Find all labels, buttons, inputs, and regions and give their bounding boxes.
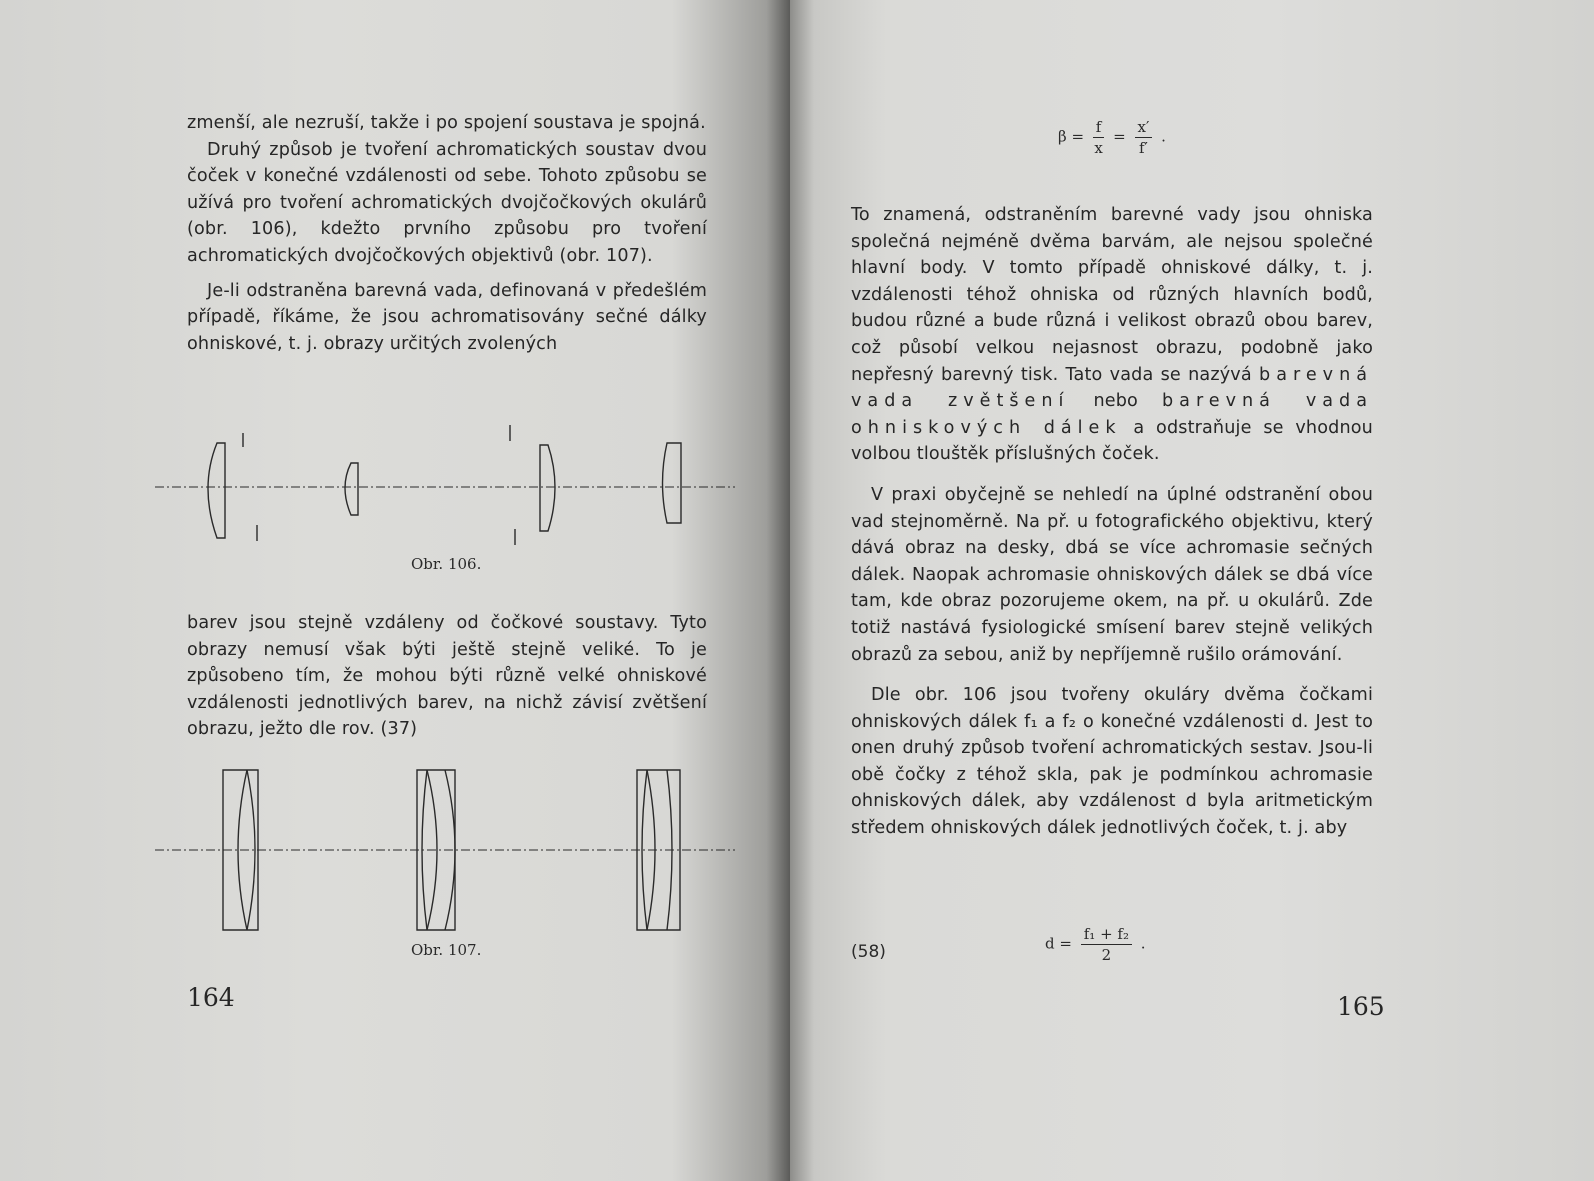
- fraction-denominator: x: [1094, 139, 1103, 157]
- fraction: [1093, 118, 1105, 157]
- fraction-numerator: f₁ + f₂: [1081, 925, 1132, 945]
- fraction-numerator: f: [1093, 118, 1105, 138]
- page-number: 165: [1337, 992, 1385, 1021]
- fraction-denominator: f′: [1138, 139, 1148, 157]
- equation-number: (58): [851, 942, 886, 962]
- paragraph: Je-li odstraněna barevná vada, definovaná v předešlém případě, říkáme, že jsou achromatisovány sečné dálky ohniskové, t. j. obrazy určitých zvolených: [187, 280, 707, 354]
- text-run: nebo: [1093, 391, 1138, 412]
- right-page: [790, 0, 1594, 1181]
- paragraph: Druhý způsob je tvoření achromatických soustav dvou čoček v konečné vzdálenosti od sebe. Tohoto způsobu se užívá pro tvoření achromatických dvojčočkových okulárů (obr. 106), kdežto prvního způsobu pro tvoření achromatických dvojčočkových objektivů (obr. 107).: [187, 139, 707, 266]
- paragraph: V praxi obyčejně se nehledí na úplné odstranění obou vad stejnoměrně. Na př. u fotografického objektivu, který dává obraz na desky, dbá se více achromasie sečných dálek. Naopak achromasie ohniskových dálek se dbá více tam, kde obraz pozorujeme okem, na př. u okulárů. Zde totiž nastává fysiologické smísení barev stejně velikých obrazů za sebou, aniž by nepříjemně rušilo orámování.: [851, 484, 1373, 665]
- equals-sign: =: [1113, 127, 1126, 146]
- equation-lhs: β =: [1058, 127, 1085, 146]
- paragraph: barev jsou stejně vzdáleny od čočkové soustavy. Tyto obrazy nemusí však býti ještě stejně veliké. To je způsobeno tím, že mohou býti různě velké ohniskové vzdálenosti jednotlivých barev, na nichž závisí zvětšení obrazu, ježto dle rov. (37): [187, 613, 707, 740]
- equation-lhs: d =: [1045, 934, 1072, 953]
- equation-period: .: [1161, 127, 1166, 146]
- figure-107-lens-diagram: [155, 765, 735, 935]
- fraction: [1135, 118, 1153, 157]
- text-run: a odstraňuje se vhodnou volbou tlouštěk příslušných čoček.: [851, 417, 1373, 465]
- lens-element: [663, 443, 682, 523]
- left-text-top: [187, 110, 707, 357]
- fraction: [1081, 925, 1132, 964]
- magnification-equation: [1058, 118, 1166, 157]
- fraction-numerator: x′: [1135, 118, 1153, 138]
- page-number: 164: [187, 983, 235, 1012]
- spaced-term: barevná vada ohniskových dálek: [851, 391, 1373, 438]
- paragraph: Dle obr. 106 jsou tvořeny okuláry dvěma čočkami ohniskových dálek f₁ a f₂ o konečné vzdálenosti d. Jest to onen druhý způsob tvoření achromatických sestav. Jsou-li obě čočky z téhož skla, pak je podmínkou achromasie ohniskových dálek, aby vzdálenost d byla aritmetickým středem ohniskových dálek jednotlivých čoček, t. j. aby: [851, 685, 1373, 839]
- equation-period: .: [1140, 934, 1146, 953]
- paragraph: [851, 202, 1373, 468]
- figure-107-caption: Obr. 107.: [411, 941, 482, 959]
- left-page: [0, 0, 790, 1181]
- lens-element: [345, 463, 358, 515]
- fraction-denominator: 2: [1101, 946, 1112, 964]
- figure-106-lens-diagram: [155, 425, 735, 555]
- lens-element: [208, 443, 225, 538]
- lens-element: [540, 445, 555, 531]
- figure-106-caption: Obr. 106.: [411, 555, 482, 573]
- right-text: [851, 202, 1373, 842]
- spaced-term: barevná vada zvětšení: [851, 364, 1373, 412]
- distance-equation: [1045, 925, 1146, 964]
- paragraph: zmenší, ale nezruší, takže i po spojení soustava je spojná.: [187, 113, 706, 133]
- left-text-bottom: [187, 610, 707, 743]
- text-run: To znamená, odstraněním barevné vady jsou ohniska společná nejméně dvěma barvám, ale nejsou společné hlavní body. V tomto případě ohniskové dálky, t. j. vzdálenosti téhož ohniska od různých hlavních bodů, budou různé a bude různá i velikost obrazů obou barev, což působí velkou nejasnost obrazu, podobně jako nepřesný barevný tisk. Tato vada se nazývá: [851, 205, 1373, 385]
